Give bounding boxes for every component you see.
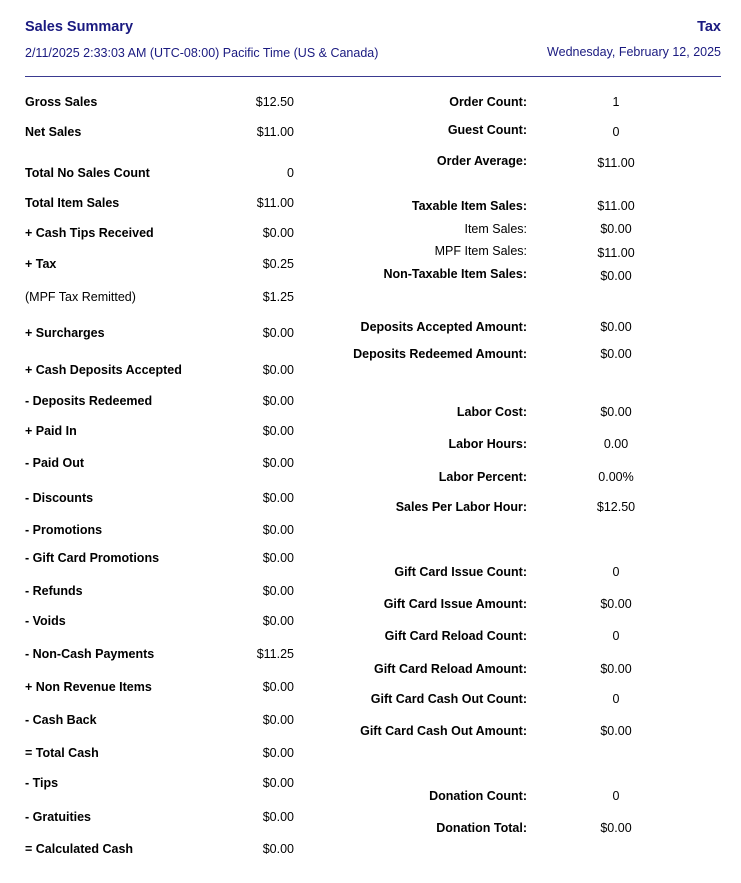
right-row-label: Gift Card Cash Out Amount: (360, 724, 527, 738)
right-row-label: Gift Card Cash Out Count: (370, 692, 527, 706)
right-row-value: 0.00 (603, 437, 629, 451)
left-row-value: $0.00 (262, 551, 294, 565)
right-row-value: $0.00 (600, 597, 632, 611)
left-row-value: $0.00 (262, 842, 294, 856)
left-row-label: Total Item Sales (25, 196, 120, 210)
left-row-value: $0.00 (262, 713, 294, 727)
left-row-value: $11.25 (256, 647, 294, 661)
header-divider (25, 76, 721, 77)
left-row-label: + Cash Deposits Accepted (25, 363, 182, 377)
right-row-label: Item Sales: (464, 222, 527, 236)
right-row-value: $0.00 (600, 222, 632, 236)
left-row-value: $0.00 (262, 456, 294, 470)
right-row-label: Taxable Item Sales: (411, 199, 527, 213)
report-tag: Tax (697, 19, 721, 35)
right-row-value: 1 (612, 95, 620, 109)
right-row-label: Labor Hours: (448, 437, 527, 451)
left-row-label: = Calculated Cash (25, 842, 134, 856)
report-date: Wednesday, February 12, 2025 (547, 45, 721, 59)
left-row-label: Total No Sales Count (25, 166, 150, 180)
report-timestamp: 2/11/2025 2:33:03 AM (UTC-08:00) Pacific Time (US & Canada) (25, 46, 379, 60)
left-row-value: $0.00 (262, 680, 294, 694)
right-row-value: $11.00 (597, 246, 635, 260)
left-row-label: - Promotions (25, 523, 103, 537)
left-row-label: - Cash Back (25, 713, 97, 727)
left-row-label: - Tips (25, 776, 59, 790)
left-row-value: $0.00 (262, 810, 294, 824)
right-row-label: Donation Count: (429, 789, 527, 803)
right-row-label: Donation Total: (436, 821, 527, 835)
left-row-value: $0.00 (262, 614, 294, 628)
left-row-label: - Discounts (25, 491, 94, 505)
left-row-value: $0.00 (262, 491, 294, 505)
left-row-value: $0.00 (262, 776, 294, 790)
right-row-value: $11.00 (597, 156, 635, 170)
right-row-label: Deposits Redeemed Amount: (353, 347, 527, 361)
right-row-value: 0.00% (598, 470, 634, 484)
right-row-value: 0 (612, 629, 620, 643)
left-row-label: Net Sales (25, 125, 82, 139)
left-row-value: $0.00 (262, 226, 294, 240)
right-row-value: $12.50 (596, 500, 636, 514)
left-row-value: $11.00 (256, 196, 294, 210)
left-row-value: $0.00 (262, 746, 294, 760)
right-row-value: $0.00 (600, 821, 632, 835)
right-row-value: $0.00 (600, 662, 632, 676)
right-row-label: Labor Cost: (456, 405, 527, 419)
left-row-value: $0.00 (262, 363, 294, 377)
left-row-label: + Cash Tips Received (25, 226, 154, 240)
left-row-label: Gross Sales (25, 95, 98, 109)
left-row-value: $1.25 (262, 290, 294, 304)
right-row-label: Guest Count: (447, 123, 527, 137)
right-row-label: Gift Card Issue Count: (394, 565, 527, 579)
right-row-label: Gift Card Reload Count: (384, 629, 527, 643)
left-row-value: $12.50 (255, 95, 294, 109)
left-row-label: - Voids (25, 614, 66, 628)
left-row-label: + Paid In (25, 424, 77, 438)
left-row-label: + Surcharges (25, 326, 105, 340)
report-title: Sales Summary (25, 19, 134, 35)
left-row-value: $0.00 (262, 326, 294, 340)
left-row-label: - Deposits Redeemed (25, 394, 153, 408)
left-row-label: + Non Revenue Items (25, 680, 152, 694)
left-row-value: 0 (287, 166, 294, 180)
right-row-label: Sales Per Labor Hour: (395, 500, 527, 514)
left-row-label: - Gift Card Promotions (25, 551, 160, 565)
right-row-value: $0.00 (600, 269, 632, 283)
left-row-value: $0.00 (262, 424, 294, 438)
right-row-label: Gift Card Issue Amount: (383, 597, 527, 611)
right-row-value: 0 (612, 125, 620, 139)
left-row-value: $11.00 (256, 125, 294, 139)
right-row-value: $0.00 (600, 724, 632, 738)
right-row-value: 0 (612, 692, 620, 706)
left-row-value: $0.00 (262, 394, 294, 408)
left-row-label: - Refunds (25, 584, 83, 598)
right-row-label: Order Count: (449, 95, 527, 109)
right-row-label: Order Average: (436, 154, 527, 168)
right-row-value: $0.00 (600, 347, 632, 361)
right-row-value: $11.00 (597, 199, 635, 213)
left-row-value: $0.25 (262, 257, 294, 271)
left-row-label: (MPF Tax Remitted) (25, 290, 136, 304)
left-row-value: $0.00 (262, 523, 294, 537)
right-row-value: 0 (612, 789, 620, 803)
right-row-label: Labor Percent: (438, 470, 527, 484)
left-row-label: - Gratuities (25, 810, 91, 824)
right-row-label: Non-Taxable Item Sales: (383, 267, 527, 281)
right-row-label: MPF Item Sales: (434, 244, 527, 258)
left-row-label: - Paid Out (25, 456, 85, 470)
right-row-label: Deposits Accepted Amount: (360, 320, 527, 334)
left-row-label: = Total Cash (25, 746, 99, 760)
right-row-label: Gift Card Reload Amount: (373, 662, 527, 676)
right-row-value: 0 (612, 565, 620, 579)
left-row-label: + Tax (25, 257, 57, 271)
right-row-value: $0.00 (600, 405, 632, 419)
right-row-value: $0.00 (600, 320, 632, 334)
left-row-label: - Non-Cash Payments (25, 647, 155, 661)
left-row-value: $0.00 (262, 584, 294, 598)
